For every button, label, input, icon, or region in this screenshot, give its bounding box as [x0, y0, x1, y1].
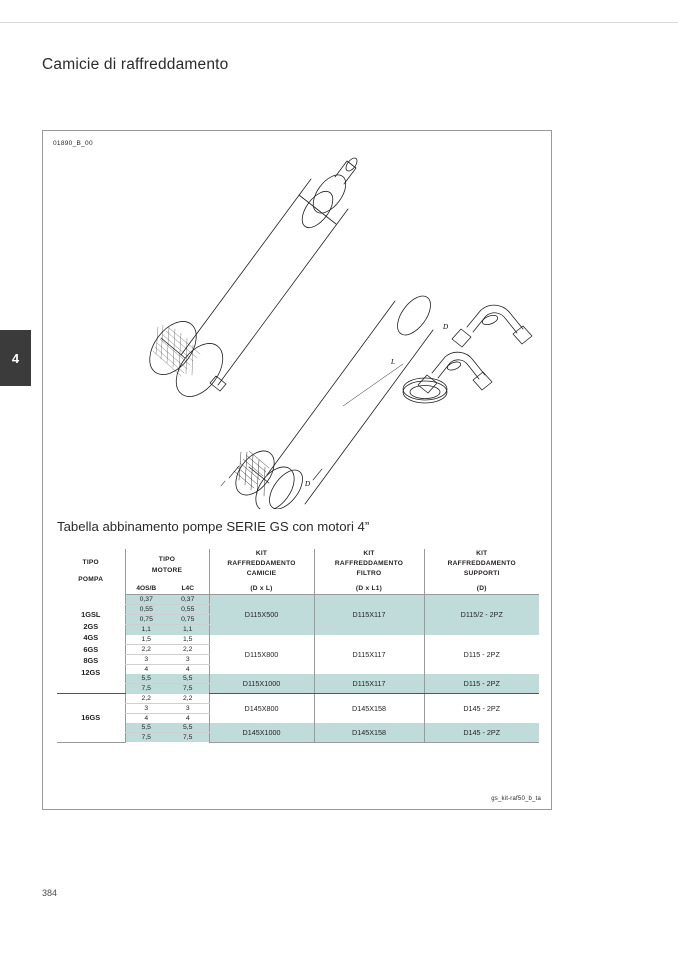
table-row [57, 723, 539, 733]
pump-label: 12GS [81, 667, 101, 677]
motor-l4c: 2,2 [167, 694, 209, 704]
header-line: POMPA [78, 575, 104, 583]
upper-filter-mesh [140, 313, 232, 405]
motor-os: 3 [125, 703, 167, 713]
page-title: Camicie di raffreddamento [42, 56, 229, 73]
header-line: FILTRO [356, 570, 382, 578]
header-line: MOTORE [151, 566, 183, 574]
motor-os: 4 [125, 713, 167, 723]
motor-os: 0,37 [125, 594, 167, 604]
motor-l4c: 0,37 [167, 594, 209, 604]
kit-filtro: D145X158 [314, 723, 424, 742]
figure-panel [42, 130, 552, 810]
header-line: (D x L) [250, 584, 273, 592]
motor-l4c: 4 [167, 665, 209, 675]
motor-l4c: 3 [167, 654, 209, 664]
lower-jacket-tube [263, 290, 437, 509]
table-row [57, 694, 539, 704]
pump-group-2 [57, 694, 125, 743]
table-title: Tabella abbinamento pompe SERIE GS con motori 4” [57, 519, 370, 534]
header-tipo-pompa [57, 549, 125, 594]
motor-l4c: 3 [167, 703, 209, 713]
table-row [57, 674, 539, 684]
kit-supporti: D115 - 2PZ [463, 649, 500, 659]
pump-label: 16GS [81, 713, 101, 723]
dim-l: L [391, 358, 395, 366]
pump-label: 1GSL [81, 610, 101, 620]
header-kit-camicie [209, 549, 314, 594]
page-number: 384 [42, 888, 58, 898]
header-line: CAMICIE [246, 570, 277, 578]
motor-l4c: 5,5 [167, 723, 209, 733]
dim-d-upper: D [305, 480, 311, 488]
motor-os: 1,5 [125, 635, 167, 645]
motor-l4c: 2,2 [167, 644, 209, 654]
header-line: KIT [476, 550, 488, 557]
spline-coupling [228, 444, 302, 509]
header-line: RAFFREDDAMENTO [334, 560, 404, 568]
motor-l4c: 4 [167, 713, 209, 723]
motor-os: 1,1 [125, 625, 167, 635]
table-row [57, 594, 539, 604]
motor-l4c: 5,5 [167, 674, 209, 684]
motor-l4c: 7,5 [167, 684, 209, 694]
kit-supporti: D145 - 2PZ [424, 723, 539, 742]
upper-jacket-tube [181, 156, 359, 385]
kit-camicie: D115X1000 [209, 674, 314, 693]
kit-camicie: D115X500 [209, 594, 314, 634]
header-line: SUPPORTI [463, 570, 500, 578]
kit-filtro: D115X117 [314, 635, 424, 675]
pump-label: 6GS [83, 644, 99, 654]
motor-l4c: 0,55 [167, 605, 209, 615]
motor-l4c: 1,5 [167, 635, 209, 645]
header-line: TIPO [82, 559, 99, 567]
exploded-assembly-drawing [43, 149, 551, 509]
motor-os: 7,5 [125, 733, 167, 743]
pump-group-1 [57, 594, 125, 693]
motor-os: 5,5 [125, 723, 167, 733]
kit-camicie: D145X800 [209, 694, 314, 724]
header-kit-filtro [314, 549, 424, 594]
header-line: (D) [476, 584, 487, 592]
motor-l4c: 7,5 [167, 733, 209, 743]
motor-os: 0,55 [125, 605, 167, 615]
header-line: TIPO [158, 556, 176, 564]
header-kit-supporti [424, 549, 539, 594]
dim-d-clamp: D [443, 323, 449, 331]
support-clamp-upper-right [452, 305, 532, 347]
kit-filtro: D145X158 [314, 694, 424, 724]
kit-camicie: D115X800 [209, 635, 314, 675]
motor-l4c: 0,75 [167, 615, 209, 625]
pump-label: 8GS [83, 656, 99, 666]
motor-os: 5,5 [125, 674, 167, 684]
motor-os: 3 [125, 654, 167, 664]
motor-os: 4 [125, 665, 167, 675]
kit-filtro: D115X117 [314, 594, 424, 634]
chapter-tab: 4 [0, 330, 31, 386]
motor-os: 2,2 [125, 694, 167, 704]
header-line: KIT [255, 550, 268, 557]
header-l4c: L4C [167, 582, 209, 594]
kit-filtro: D115X117 [314, 674, 424, 693]
header-line: (D x L1) [355, 584, 383, 592]
pump-label: 4GS [83, 633, 99, 643]
kit-supporti: D115/2 - 2PZ [424, 594, 539, 634]
kit-supporti: D115 - 2PZ [424, 674, 539, 693]
kit-supporti: D145 - 2PZ [463, 704, 501, 714]
motor-os: 7,5 [125, 684, 167, 694]
motor-l4c: 1,1 [167, 625, 209, 635]
figure-reference: gs_kit-raf50_b_ta [491, 796, 541, 802]
spec-table-wrap [57, 549, 539, 743]
header-line: RAFFREDDAMENTO [447, 560, 516, 568]
header-4osb: 4OS/B [125, 582, 167, 594]
motor-os: 0,75 [125, 615, 167, 625]
header-rule [0, 22, 678, 23]
header-line: RAFFREDDAMENTO [227, 560, 296, 568]
table-row [57, 635, 539, 645]
kit-camicie: D145X1000 [209, 723, 314, 742]
support-clamp-middle-right [418, 352, 492, 393]
header-line: KIT [363, 550, 375, 557]
header-tipo-motore [125, 549, 209, 582]
spec-table-body [57, 594, 539, 742]
motor-os: 2,2 [125, 644, 167, 654]
figure-code: 01890_B_00 [53, 140, 93, 147]
pump-label: 2GS [83, 621, 99, 631]
spec-table [57, 549, 539, 743]
